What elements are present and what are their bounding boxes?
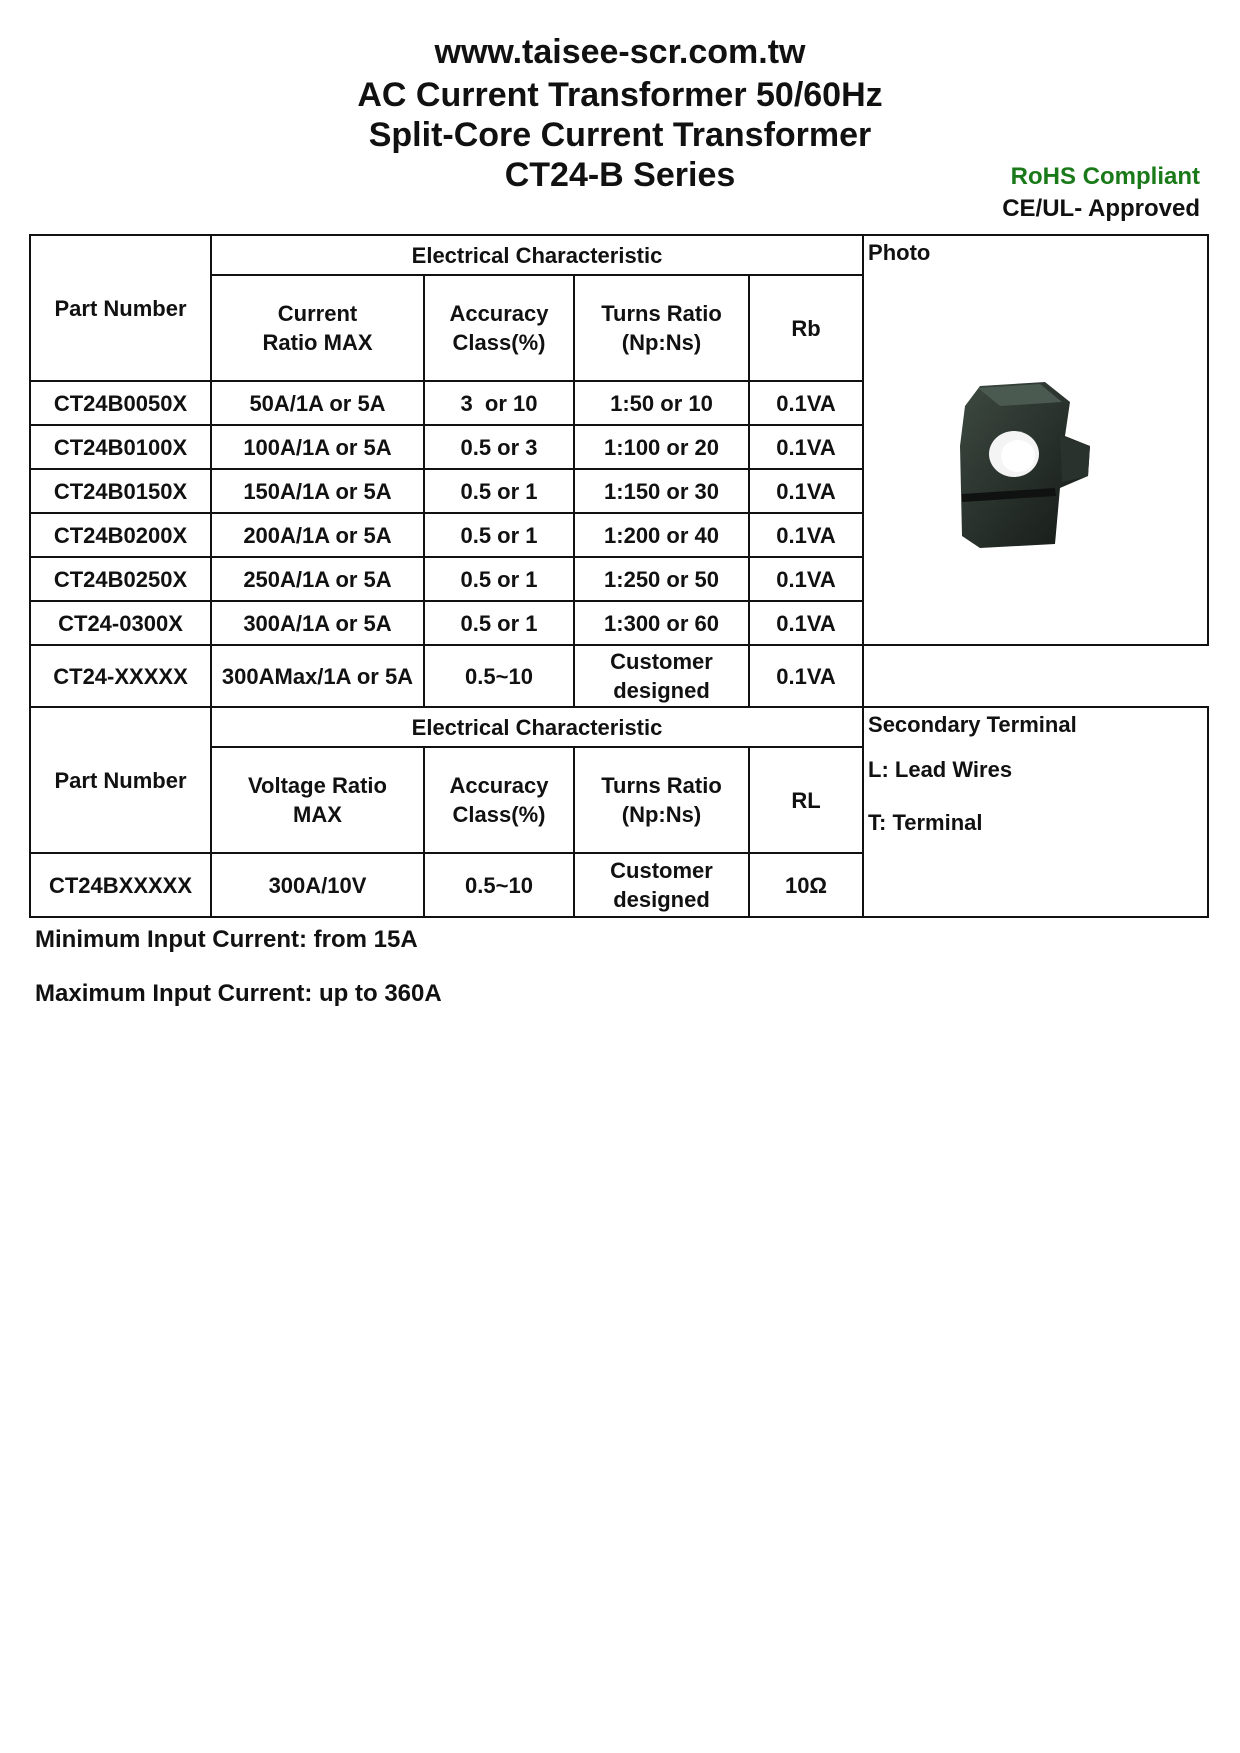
accuracy-cell: 0.5 or 3 [424,425,574,469]
terminal-option: T: Terminal [868,810,983,835]
secondary-terminal-title: Secondary Terminal [868,712,1077,737]
part-number-cell: CT24-XXXXX [30,645,211,707]
current-ratio-cell: 100A/1A or 5A [211,425,424,469]
rb-cell: 0.1VA [749,557,863,601]
rb-cell: 0.1VA [749,425,863,469]
current-ratio-cell: 200A/1A or 5A [211,513,424,557]
part-number-cell: CT24-0300X [30,601,211,645]
col-accuracy-class-2: Accuracy Class(%) [424,747,574,853]
rl-cell: 10Ω [749,853,863,917]
accuracy-cell: 0.5 or 1 [424,513,574,557]
rb-cell: 0.1VA [749,601,863,645]
current-ratio-cell: 150A/1A or 5A [211,469,424,513]
rohs-badge: RoHS Compliant [1010,163,1200,190]
current-transformer-photo [940,376,1100,556]
voltage-ratio-cell: 300A/10V [211,853,424,917]
col-accuracy-class: Accuracy Class(%) [424,275,574,381]
turns-ratio-cell: Customer designed [574,645,749,707]
electrical-characteristic-header-2: Electrical Characteristic [211,707,863,747]
current-ratio-cell: 250A/1A or 5A [211,557,424,601]
accuracy-cell: 0.5~10 [424,645,574,707]
accuracy-cell: 0.5 or 1 [424,557,574,601]
secondary-terminal-cell [863,707,1208,917]
rb-cell: 0.1VA [749,381,863,425]
part-number-header: Part Number [30,235,211,381]
ce-ul-badge: CE/UL- Approved [1002,195,1200,222]
minimum-input-current: Minimum Input Current: from 15A [35,926,418,953]
rb-cell: 0.1VA [749,513,863,557]
series-title: CT24-B Series [504,156,736,194]
photo-label: Photo [868,240,931,265]
turns-ratio-cell: 1:200 or 40 [574,513,749,557]
col-rb: Rb [749,275,863,381]
turns-ratio-cell: 1:300 or 60 [574,601,749,645]
lead-wires-option: L: Lead Wires [868,757,1013,782]
col-voltage-ratio: Voltage Ratio MAX [211,747,424,853]
rb-cell: 0.1VA [749,469,863,513]
photo-cell: Photo c RL us [863,235,1208,645]
part-number-cell: CT24B0100X [30,425,211,469]
website-url: www.taisee-scr.com.tw [434,33,806,71]
current-ratio-cell: 300AMax/1A or 5A [211,645,424,707]
spec-table [29,234,1209,918]
title-line-1: AC Current Transformer 50/60Hz [357,76,883,114]
current-ratio-cell: 300A/1A or 5A [211,601,424,645]
title-line-2: Split-Core Current Transformer [368,116,872,154]
maximum-input-current: Maximum Input Current: up to 360A [35,980,442,1007]
turns-ratio-cell: Customer designed [574,853,749,917]
turns-ratio-cell: 1:150 or 30 [574,469,749,513]
part-number-cell: CT24B0200X [30,513,211,557]
col-turns-ratio: Turns Ratio (Np:Ns) [574,275,749,381]
current-ratio-cell: 50A/1A or 5A [211,381,424,425]
part-number-cell: CT24B0250X [30,557,211,601]
col-rl: RL [749,747,863,853]
col-turns-ratio-2: Turns Ratio (Np:Ns) [574,747,749,853]
col-current-ratio: Current Ratio MAX [211,275,424,381]
turns-ratio-cell: 1:100 or 20 [574,425,749,469]
rb-cell: 0.1VA [749,645,863,707]
accuracy-cell: 0.5~10 [424,853,574,917]
part-number-cell: CT24B0150X [30,469,211,513]
accuracy-cell: 3 or 10 [424,381,574,425]
accuracy-cell: 0.5 or 1 [424,469,574,513]
table-row [30,645,1208,707]
turns-ratio-cell: 1:250 or 50 [574,557,749,601]
electrical-characteristic-header: Electrical Characteristic [211,235,863,275]
part-number-cell: CT24BXXXXX [30,853,211,917]
accuracy-cell: 0.5 or 1 [424,601,574,645]
part-number-cell: CT24B0050X [30,381,211,425]
part-number-header-2: Part Number [30,707,211,853]
turns-ratio-cell: 1:50 or 10 [574,381,749,425]
